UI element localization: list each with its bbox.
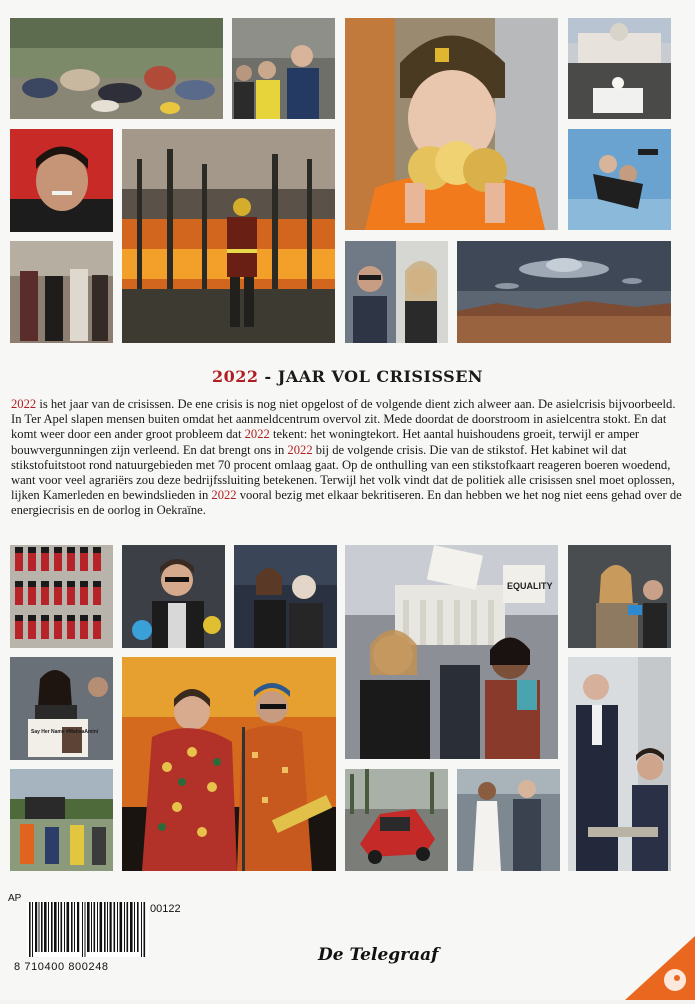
photo-forest-fire-firefighter xyxy=(122,129,335,343)
article-segment: 2022 xyxy=(244,427,270,442)
photo-politicians-press xyxy=(232,18,335,119)
photo-celebrity-trial xyxy=(345,241,448,343)
photo-woman-interview xyxy=(568,545,671,648)
photo-ufo-illustration xyxy=(457,241,671,343)
publisher-logo: De Telegraaf xyxy=(318,945,439,965)
article-segment: tekent: het woningtekort. Het aantal huishoudens groeit, terwijl er amper bouwvergunningen zijn verleend. En dat brengt ons in xyxy=(11,427,640,457)
protest-sign-text: EQUALITY xyxy=(507,581,553,591)
article-segment: 2022 xyxy=(287,442,313,457)
article-segment: 2022 xyxy=(11,397,37,411)
headline xyxy=(0,367,695,386)
issue-code: 00122 xyxy=(150,903,181,915)
article-text xyxy=(11,397,684,519)
barcode xyxy=(27,902,149,957)
photo-farmer-protest xyxy=(10,769,113,871)
photo-rock-concert xyxy=(122,657,336,871)
ap-label: AP xyxy=(8,893,22,904)
photo-protest-supreme-court xyxy=(345,545,558,759)
photo-pope-square xyxy=(568,18,671,119)
photo-olympic-skater-medals xyxy=(345,18,558,230)
article-segment: bij de volgende crisis. Die van de stikstof. Het kabinet wil dat stikstofuitstoot rond natuurgebieden met 70 procent omlaag gaat. Op de onthulling van een stikstofkaart reageren boeren woedend, want voor veel agrariërs zou deze bedrijfssluiting betekenen. Terwijl het volk vindt dat de politiek alle crisissen snel moet oplossen, lijken Kamerleden en bewindslieden in xyxy=(11,442,675,503)
protest-sign-text: Say Her Name #MahsaAmini xyxy=(31,729,99,735)
photo-couple-audience xyxy=(234,545,337,648)
article-segment: 2022 xyxy=(211,488,237,503)
headline-text: - JAAR VOL CRISISSEN xyxy=(258,367,484,386)
photo-car-crash xyxy=(345,769,448,871)
headline-year: 2022 xyxy=(211,367,259,386)
photo-mahsa-amini-protest xyxy=(10,657,113,760)
photo-afghan-women xyxy=(10,241,113,343)
photo-tennis-player-court xyxy=(457,769,560,871)
photo-asylum-camp xyxy=(10,18,223,119)
article-segment: is het jaar van de crisissen. De ene crisis is nog niet opgelost of de volgende dient zich alweer aan. De asielcrisis bijvoorbeeld. In Ter Apel slapen mensen buiten omdat het aanmeldcentrum overvol zit. Mede doordat de doorstroom in asielcentra stokt. En dat komt weer door een ander groot probleem dat xyxy=(11,397,676,442)
photo-skydivers xyxy=(568,129,671,230)
article-segment: vooral bezig met elkaar bekritiseren. En dan hebben we het nog niet eens gehad over de energiecrisis en de oorlog in Oekraïne. xyxy=(11,488,682,518)
article-paragraph xyxy=(11,397,684,519)
watermark-badge xyxy=(625,936,695,1000)
ean-number: 8 710400 800248 xyxy=(14,961,109,973)
photo-singer-portrait xyxy=(10,129,113,232)
photo-politician-portrait xyxy=(568,657,671,871)
photo-royal-guards xyxy=(10,545,113,648)
photo-man-microphones xyxy=(122,545,225,648)
